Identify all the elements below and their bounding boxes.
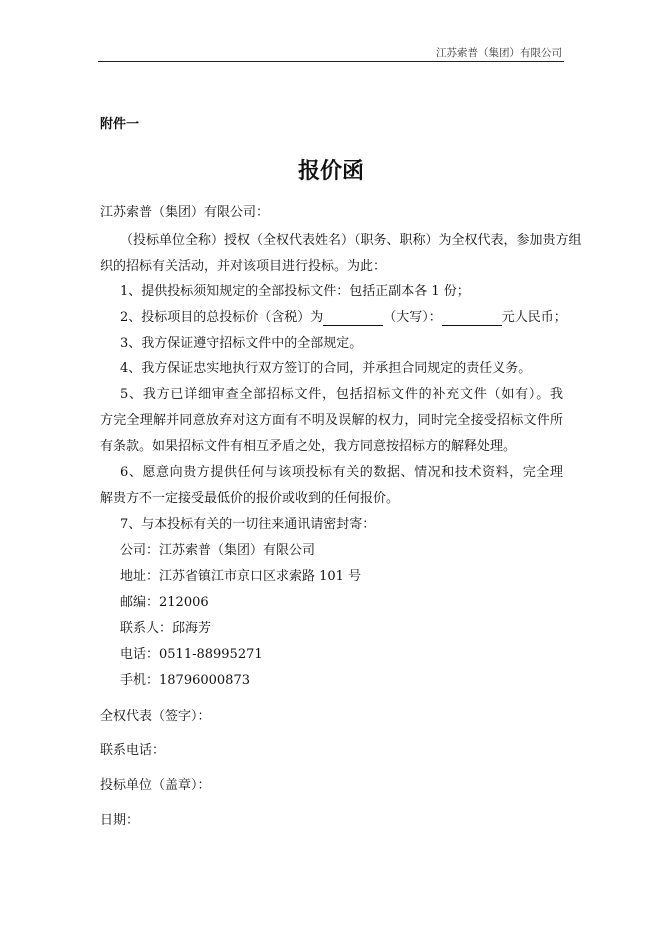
item-5: 5、我方已详细审查全部招标文件，包括招标文件的补充文件（如有）。我 [120,387,563,402]
attachment-label: 附件一 [100,117,140,132]
item-2 [120,310,567,326]
sign-date: 日期： [100,813,140,828]
salutation: 江苏索普（集团）有限公司： [100,205,270,220]
item-2-text: 元人民币； [501,310,567,325]
contact-phone: 电话：0511-88995271 [120,647,263,662]
header-company: 江苏索普（集团）有限公司 [436,47,562,59]
item-5: 有条款。如果招标文件有相互矛盾之处，我方同意按招标方的解释处理。 [100,439,517,454]
contact-company: 公司：江苏索普（集团）有限公司 [120,543,316,558]
item-5: 方完全理解并同意放弃对这方面有不明及误解的权力，同时完全接受招标文件所 [100,413,563,428]
item-2-text: （大写）： [383,310,442,325]
page-title: 报价函 [297,159,364,184]
item-6: 6、愿意向贵方提供任何与该项投标有关的数据、情况和技术资料，完全理 [120,465,563,480]
contact-address: 地址：江苏省镇江市京口区求索路 101 号 [120,569,362,584]
header-rule [98,61,564,62]
contact-person: 联系人：邱海芳 [120,621,212,636]
price-words-blank[interactable] [442,312,502,326]
item-4: 4、我方保证忠实地执行双方签订的合同，并承担合同规定的责任义务。 [120,361,532,376]
item-2-text: 2、投标项目的总投标价（含税）为 [120,310,324,325]
sign-representative: 全权代表（签字）： [100,709,211,724]
sign-phone: 联系电话： [100,743,166,758]
item-1: 1、提供投标须知规定的全部投标文件：包括正副本各 1 份； [120,284,470,299]
sign-stamp: 投标单位（盖章）： [100,778,211,793]
contact-postcode: 邮编：212006 [120,595,209,610]
intro-line: 织的招标有关活动，并对该项目进行投标。为此： [100,259,387,274]
item-6: 解贵方不一定接受最低价的报价或收到的任何报价。 [100,491,400,506]
item-7: 7、与本投标有关的一切往来通讯请密封寄： [120,517,376,532]
item-3: 3、我方保证遵守招标文件中的全部规定。 [120,336,363,351]
price-blank[interactable] [323,312,383,326]
contact-mobile: 手机：18796000873 [120,673,250,688]
intro-line: （投标单位全称）授权（全权代表姓名）（职务、职称）为全权代表，参加贵方组 [120,233,582,248]
